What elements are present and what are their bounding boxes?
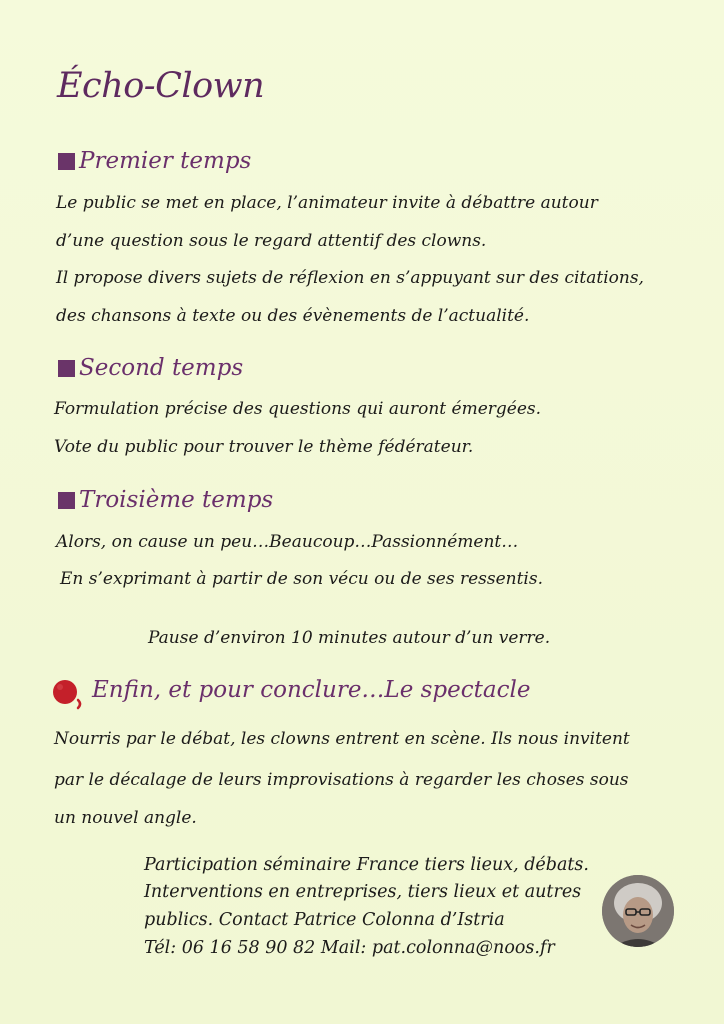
portrait-photo — [602, 875, 674, 947]
section-heading-troisieme-temps — [58, 487, 273, 513]
text-line: Vote du public pour trouver le thème fédérateur. — [54, 437, 474, 457]
text-line: d’une question sous le regard attentif des clowns. — [56, 231, 487, 251]
text-line: Alors, on cause un peu…Beaucoup…Passionnément… — [56, 532, 519, 552]
text-line: un nouvel angle. — [54, 808, 197, 828]
section-heading-label: Premier temps — [79, 148, 252, 174]
contact-line: Tél: 06 16 58 90 82 Mail: pat.colonna@noos.fr — [144, 938, 555, 958]
red-clown-nose-icon — [50, 676, 84, 710]
contact-line: publics. Contact Patrice Colonna d’Istria — [144, 910, 505, 930]
text-line: Nourris par le débat, les clowns entrent en scène. Ils nous invitent — [54, 729, 630, 749]
section-heading-label: Second temps — [79, 355, 244, 381]
text-line: des chansons à texte ou des évènements de l’actualité. — [56, 306, 530, 326]
text-line: par le décalage de leurs improvisations à regarder les choses sous — [54, 770, 629, 790]
square-bullet-icon — [58, 153, 75, 170]
text-line: Le public se met en place, l’animateur invite à débattre autour — [56, 193, 598, 213]
text-line: Formulation précise des questions qui auront émergées. — [54, 399, 542, 419]
square-bullet-icon — [58, 492, 75, 509]
section-heading-label: Troisième temps — [79, 487, 274, 513]
contact-line: Participation séminaire France tiers lieux, débats. — [144, 855, 589, 875]
page-title: Écho-Clown — [57, 66, 265, 106]
section-heading-second-temps — [58, 355, 243, 381]
avatar — [602, 875, 674, 947]
square-bullet-icon — [58, 360, 75, 377]
contact-line: Interventions en entreprises, tiers lieux et autres — [144, 882, 582, 902]
pause-note: Pause d’environ 10 minutes autour d’un verre. — [148, 628, 551, 648]
section-heading-finale — [92, 677, 530, 703]
section-heading-label: Enfin, et pour conclure…Le spectacle — [92, 677, 531, 703]
section-heading-premier-temps — [58, 148, 251, 174]
text-line: En s’exprimant à partir de son vécu ou de ses ressentis. — [60, 569, 543, 589]
text-line: Il propose divers sujets de réflexion en s’appuyant sur des citations, — [56, 268, 644, 288]
